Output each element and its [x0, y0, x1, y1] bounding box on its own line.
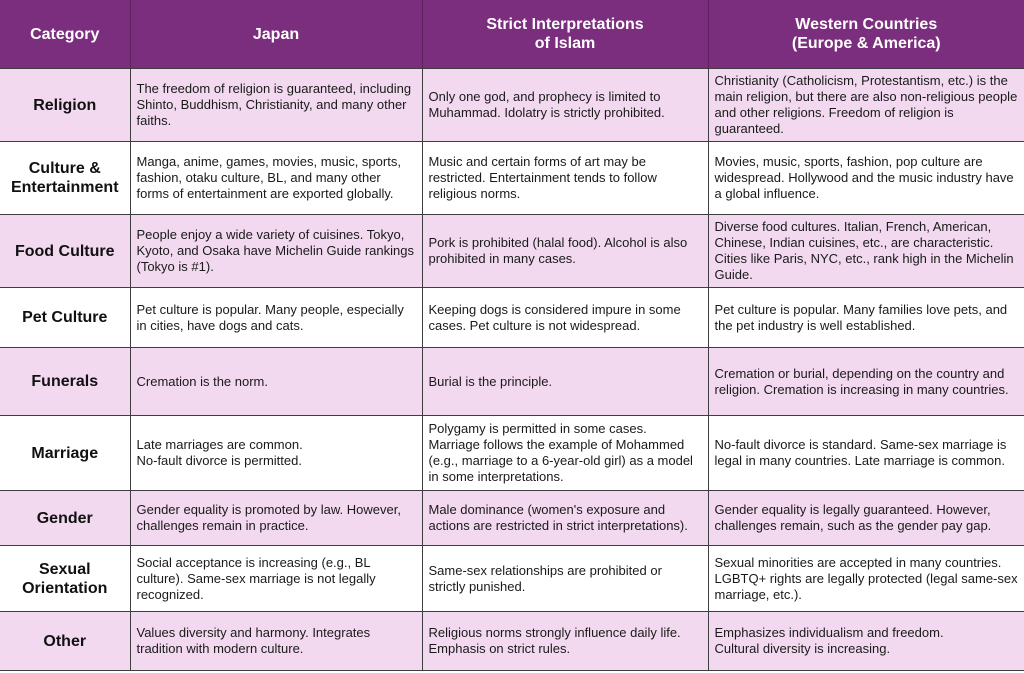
header-japan: Japan [130, 0, 422, 69]
japan-cell: The freedom of religion is guaranteed, including Shinto, Buddhism, Christianity, and many other faiths. [130, 69, 422, 142]
table-row [0, 142, 1024, 215]
islam-cell: Keeping dogs is considered impure in some cases. Pet culture is not widespread. [422, 288, 708, 348]
table-row [0, 546, 1024, 612]
western-cell: Pet culture is popular. Many families love pets, and the pet industry is well established. [708, 288, 1024, 348]
western-cell: No-fault divorce is standard. Same-sex marriage is legal in many countries. Late marriage is common. [708, 416, 1024, 491]
japan-cell: People enjoy a wide variety of cuisines. Tokyo, Kyoto, and Osaka have Michelin Guide rankings (Tokyo is #1). [130, 215, 422, 288]
islam-cell: Only one god, and prophecy is limited to Muhammad. Idolatry is strictly prohibited. [422, 69, 708, 142]
islam-cell: Polygamy is permitted in some cases. Marriage follows the example of Mohammed (e.g., marriage to a 6-year-old girl) as a model in some interpretations. [422, 416, 708, 491]
japan-cell: Values diversity and harmony. Integrates tradition with modern culture. [130, 612, 422, 671]
islam-cell: Male dominance (women's exposure and actions are restricted in strict interpretations). [422, 491, 708, 546]
japan-cell: Social acceptance is increasing (e.g., BL culture). Same-sex marriage is not legally recognized. [130, 546, 422, 612]
table-row [0, 215, 1024, 288]
category-cell: Religion [0, 69, 130, 142]
header-row [0, 0, 1024, 69]
table-row [0, 348, 1024, 416]
japan-cell: Late marriages are common. No-fault divorce is permitted. [130, 416, 422, 491]
islam-cell: Same-sex relationships are prohibited or strictly punished. [422, 546, 708, 612]
table-row [0, 612, 1024, 671]
category-cell: Pet Culture [0, 288, 130, 348]
table-row [0, 491, 1024, 546]
japan-cell: Cremation is the norm. [130, 348, 422, 416]
table-row [0, 288, 1024, 348]
table-row [0, 416, 1024, 491]
islam-cell: Pork is prohibited (halal food). Alcohol is also prohibited in many cases. [422, 215, 708, 288]
category-cell: Marriage [0, 416, 130, 491]
western-cell: Cremation or burial, depending on the country and religion. Cremation is increasing in many countries. [708, 348, 1024, 416]
western-cell: Diverse food cultures. Italian, French, American, Chinese, Indian cuisines, etc., are characteristic. Cities like Paris, NYC, etc., rank high in the Michelin Guide. [708, 215, 1024, 288]
header-islam: Strict Interpretations of Islam [422, 0, 708, 69]
japan-cell: Gender equality is promoted by law. However, challenges remain in practice. [130, 491, 422, 546]
japan-cell: Manga, anime, games, movies, music, sports, fashion, otaku culture, BL, and many other forms of entertainment are exported globally. [130, 142, 422, 215]
category-cell: Sexual Orientation [0, 546, 130, 612]
western-cell: Emphasizes individualism and freedom. Cultural diversity is increasing. [708, 612, 1024, 671]
category-cell: Funerals [0, 348, 130, 416]
category-cell: Gender [0, 491, 130, 546]
category-cell: Culture & Entertainment [0, 142, 130, 215]
category-cell: Other [0, 612, 130, 671]
table-row [0, 69, 1024, 142]
islam-cell: Burial is the principle. [422, 348, 708, 416]
islam-cell: Religious norms strongly influence daily life. Emphasis on strict rules. [422, 612, 708, 671]
category-cell: Food Culture [0, 215, 130, 288]
western-cell: Christianity (Catholicism, Protestantism, etc.) is the main religion, but there are also non-religious people and other religions. Freedom of religion is guaranteed. [708, 69, 1024, 142]
japan-cell: Pet culture is popular. Many people, especially in cities, have dogs and cats. [130, 288, 422, 348]
western-cell: Gender equality is legally guaranteed. However, challenges remain, such as the gender pay gap. [708, 491, 1024, 546]
header-category: Category [0, 0, 130, 69]
western-cell: Movies, music, sports, fashion, pop culture are widespread. Hollywood and the music industry have a global influence. [708, 142, 1024, 215]
islam-cell: Music and certain forms of art may be restricted. Entertainment tends to follow religious norms. [422, 142, 708, 215]
western-cell: Sexual minorities are accepted in many countries. LGBTQ+ rights are legally protected (legal same-sex marriage, etc.). [708, 546, 1024, 612]
header-western: Western Countries (Europe & America) [708, 0, 1024, 69]
